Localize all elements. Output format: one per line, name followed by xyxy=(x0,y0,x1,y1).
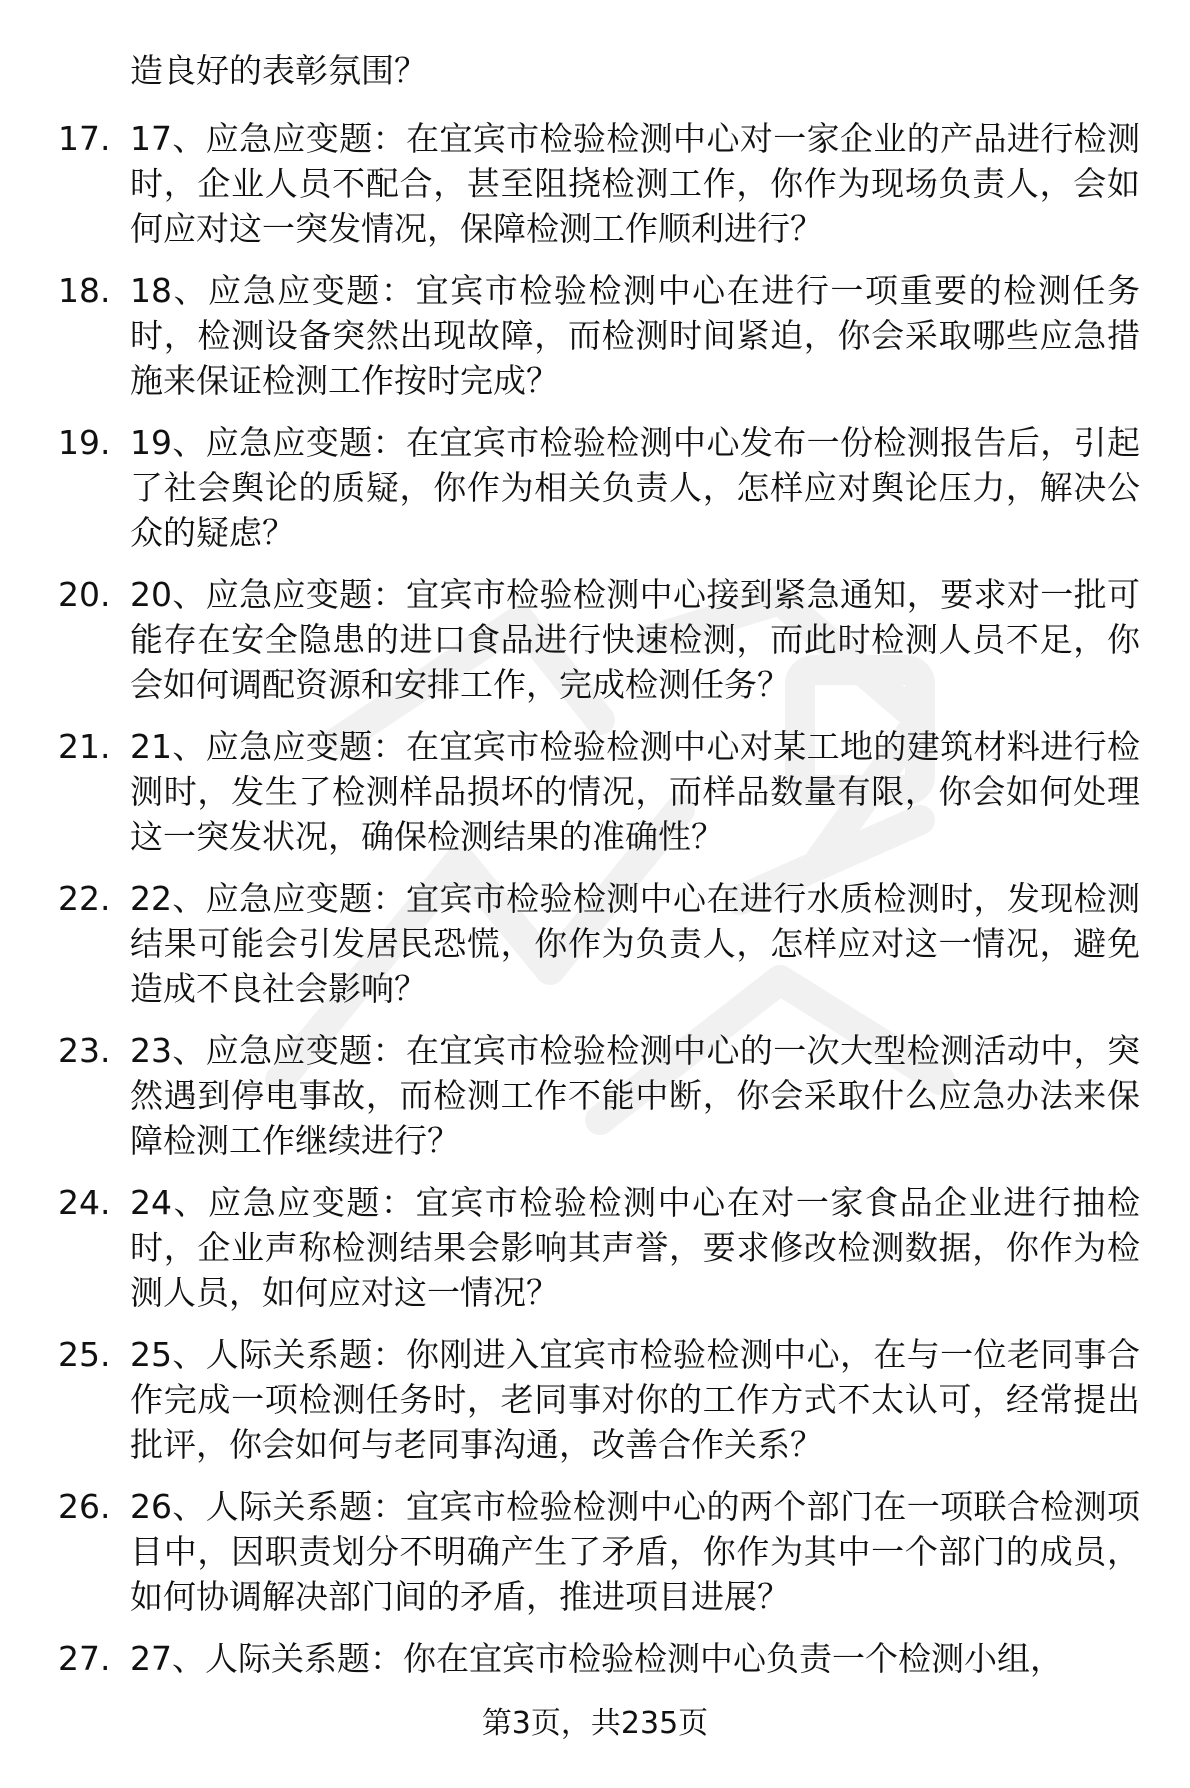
question-number: 18. xyxy=(58,271,111,310)
question-number: 20. xyxy=(58,575,111,614)
question-number: 21. xyxy=(58,727,111,766)
continuation-text: 造良好的表彰氛围？ xyxy=(130,51,427,90)
question-text: 19、应急应变题：在宜宾市检验检测中心发布一份检测报告后，引起了社会舆论的质疑，你作为相关负责人，怎样应对舆论压力，解决公众的疑虑？ xyxy=(130,423,1140,552)
question-text: 22、应急应变题：宜宾市检验检测中心在进行水质检测时，发现检测结果可能会引发居民恐慌，你作为负责人，怎样应对这一情况，避免造成不良社会影响？ xyxy=(130,879,1140,1008)
list-item xyxy=(0,724,1190,876)
page-footer: 第3页，共235页 xyxy=(481,1706,709,1741)
question-number: 27. xyxy=(58,1639,111,1678)
question-number: 23. xyxy=(58,1031,111,1070)
question-number: 25. xyxy=(58,1335,111,1374)
list-item xyxy=(0,572,1190,724)
question-number: 26. xyxy=(58,1487,111,1526)
question-text: 24、应急应变题：宜宾市检验检测中心在对一家食品企业进行抽检时，企业声称检测结果会影响其声誉，要求修改检测数据，你作为检测人员，如何应对这一情况？ xyxy=(130,1183,1140,1312)
question-text: 20、应急应变题：宜宾市检验检测中心接到紧急通知，要求对一批可能存在安全隐患的进口食品进行快速检测，而此时检测人员不足，你会如何调配资源和安排工作，完成检测任务？ xyxy=(130,575,1140,704)
question-number: 17. xyxy=(58,119,111,158)
list-item xyxy=(0,1180,1190,1332)
list-item xyxy=(0,1332,1190,1484)
list-item xyxy=(0,268,1190,420)
question-text: 23、应急应变题：在宜宾市检验检测中心的一次大型检测活动中，突然遇到停电事故，而检测工作不能中断，你会采取什么应急办法来保障检测工作继续进行？ xyxy=(130,1031,1140,1160)
list-item xyxy=(0,116,1190,268)
question-number: 19. xyxy=(58,423,111,462)
list-item xyxy=(0,420,1190,572)
question-number: 24. xyxy=(58,1183,111,1222)
list-item xyxy=(0,876,1190,1028)
question-text: 17、应急应变题：在宜宾市检验检测中心对一家企业的产品进行检测时，企业人员不配合，甚至阻挠检测工作，你作为现场负责人，会如何应对这一突发情况，保障检测工作顺利进行？ xyxy=(130,119,1140,248)
list-item xyxy=(0,1028,1190,1180)
question-text: 25、人际关系题：你刚进入宜宾市检验检测中心，在与一位老同事合作完成一项检测任务时，老同事对你的工作方式不太认可，经常提出批评，你会如何与老同事沟通，改善合作关系？ xyxy=(130,1335,1140,1464)
question-list xyxy=(0,116,1190,1788)
question-text: 18、应急应变题：宜宾市检验检测中心在进行一项重要的检测任务时，检测设备突然出现故障，而检测时间紧迫，你会采取哪些应急措施来保证检测工作按时完成？ xyxy=(130,271,1140,400)
question-text: 21、应急应变题：在宜宾市检验检测中心对某工地的建筑材料进行检测时，发生了检测样品损坏的情况，而样品数量有限，你会如何处理这一突发状况，确保检测结果的准确性？ xyxy=(130,727,1140,856)
question-text: 27、人际关系题：你在宜宾市检验检测中心负责一个检测小组， xyxy=(130,1639,1063,1678)
question-text: 26、人际关系题：宜宾市检验检测中心的两个部门在一项联合检测项目中，因职责划分不明确产生了矛盾，你作为其中一个部门的成员，如何协调解决部门间的矛盾，推进项目进展？ xyxy=(130,1487,1140,1616)
question-number: 22. xyxy=(58,879,111,918)
list-item xyxy=(0,1484,1190,1636)
